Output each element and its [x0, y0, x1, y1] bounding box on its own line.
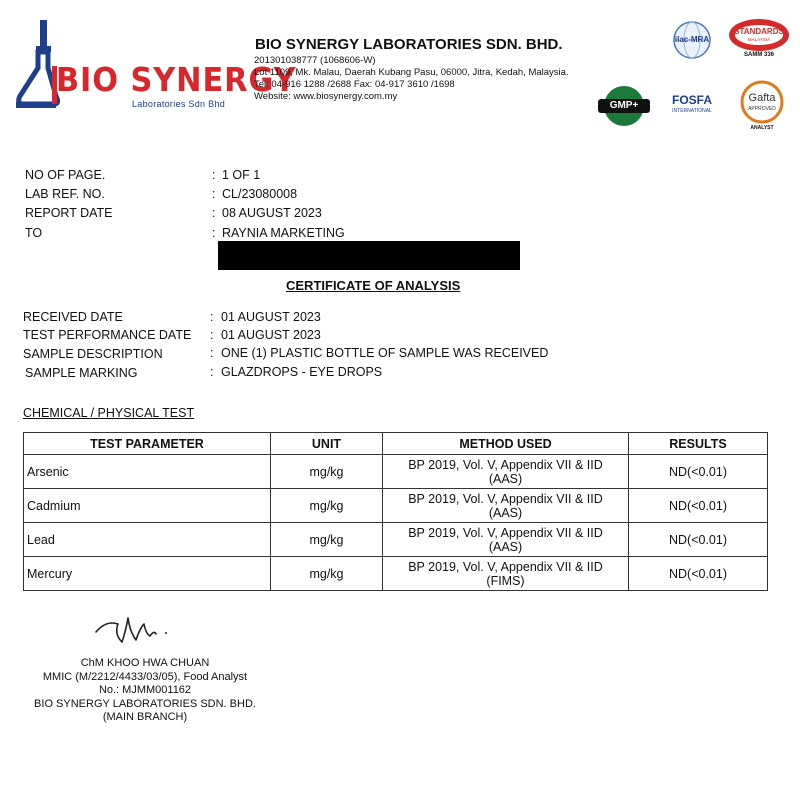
cell-parameter: Cadmium: [24, 489, 271, 523]
info-label-pages: NO OF PAGE.: [25, 168, 106, 182]
cell-result: ND(<0.01): [629, 523, 768, 557]
info-colon: :: [212, 226, 216, 240]
signatory-branch: (MAIN BRANCH): [102, 711, 188, 723]
sample-label-description: SAMPLE DESCRIPTION: [23, 347, 163, 361]
table-header-row: [24, 433, 768, 455]
samm-number: SAMM 336: [743, 52, 774, 58]
info-colon: :: [212, 206, 216, 220]
info-label-lab-ref: LAB REF. NO.: [25, 187, 105, 201]
sample-value-test-date: 01 AUGUST 2023: [221, 328, 321, 342]
gafta-badge: Gafta APPROVED ANALYST: [738, 80, 786, 134]
cell-method: BP 2019, Vol. V, Appendix VII & IID (AAS): [383, 489, 629, 523]
table-row: [24, 489, 768, 523]
info-value-pages: 1 OF 1: [222, 168, 261, 182]
info-value-lab-ref: CL/23080008: [222, 187, 298, 201]
company-address: Lot 1109, Mk. Malau, Daerah Kubang Pasu, 06000, Jitra, Kedah, Malaysia.: [254, 67, 569, 78]
cell-parameter: Mercury: [24, 557, 271, 591]
sample-label-received: RECEIVED DATE: [23, 310, 123, 324]
sample-colon: :: [210, 310, 214, 324]
signatory-name: ChM KHOO HWA CHUAN: [80, 657, 210, 669]
sample-label-marking: SAMPLE MARKING: [25, 366, 138, 380]
info-label-to: TO: [25, 226, 43, 240]
cell-parameter: Arsenic: [24, 455, 271, 489]
standards-malaysia-badge: STANDARDS MALAYSIA SAMM 336: [728, 18, 790, 60]
sample-colon: :: [210, 365, 214, 379]
cell-result: ND(<0.01): [629, 455, 768, 489]
header-unit: UNIT: [271, 433, 383, 455]
info-colon: :: [212, 187, 216, 201]
redacted-address-block: [218, 241, 520, 270]
signatory-block: [20, 657, 270, 725]
cell-result: ND(<0.01): [629, 557, 768, 591]
info-label-report-date: REPORT DATE: [25, 206, 113, 220]
sample-value-received: 01 AUGUST 2023: [221, 310, 321, 324]
logo-wordmark: BIO SYNERGY: [56, 60, 297, 99]
header-test-parameter: TEST PARAMETER: [24, 433, 271, 455]
header-results: RESULTS: [629, 433, 768, 455]
signatory-company: BIO SYNERGY LABORATORIES SDN. BHD.: [34, 697, 256, 710]
section-title: CHEMICAL / PHYSICAL TEST: [23, 406, 195, 420]
company-name: BIO SYNERGY LABORATORIES SDN. BHD.: [255, 36, 563, 53]
table-row: [24, 523, 768, 557]
sample-value-description: ONE (1) PLASTIC BOTTLE OF SAMPLE WAS RECEIVED: [221, 346, 549, 360]
cell-method: BP 2019, Vol. V, Appendix VII & IID (FIMS): [383, 557, 629, 591]
cell-result: ND(<0.01): [629, 489, 768, 523]
ilac-mra-badge: ilac-MRA: [668, 20, 716, 64]
lab-flask-logo-icon: [14, 20, 62, 110]
handwritten-signature: [92, 610, 182, 650]
cell-parameter: Lead: [24, 523, 271, 557]
fosfa-badge: FOSFA INTERNATIONAL: [671, 93, 712, 114]
info-value-to: RAYNIA MARKETING: [222, 226, 345, 240]
company-website[interactable]: Website: www.biosynergy.com.my: [254, 91, 398, 102]
gmp-plus-badge: GMP+: [598, 84, 650, 128]
info-value-report-date: 08 AUGUST 2023: [222, 206, 322, 220]
company-registration: 201301038777 (1068606-W): [254, 55, 376, 66]
signatory-number: No.: MJMM001162: [98, 684, 192, 696]
sample-value-marking: GLAZDROPS - EYE DROPS: [221, 365, 383, 379]
table-row: [24, 455, 768, 489]
cell-method: BP 2019, Vol. V, Appendix VII & IID (AAS): [383, 523, 629, 557]
header-method-used: METHOD USED: [383, 433, 629, 455]
certificate-title: CERTIFICATE OF ANALYSIS: [286, 278, 461, 293]
table-row: [24, 557, 768, 591]
sample-colon: :: [210, 346, 214, 360]
company-contact: Tel: 04-916 1288 /2688 Fax: 04-917 3610 /1698: [254, 79, 455, 90]
logo-tagline: Laboratories Sdn Bhd: [132, 99, 226, 109]
cell-unit: mg/kg: [271, 523, 383, 557]
sample-colon: :: [210, 328, 214, 342]
cell-unit: mg/kg: [271, 455, 383, 489]
cell-unit: mg/kg: [271, 489, 383, 523]
info-colon: :: [212, 168, 216, 182]
sample-label-test-date: TEST PERFORMANCE DATE: [23, 328, 192, 342]
cell-method: BP 2019, Vol. V, Appendix VII & IID (AAS): [383, 455, 629, 489]
signatory-registration: MMIC (M/2212/4433/03/05), Food Analyst: [42, 670, 248, 683]
results-table: [23, 432, 768, 591]
cell-unit: mg/kg: [271, 557, 383, 591]
